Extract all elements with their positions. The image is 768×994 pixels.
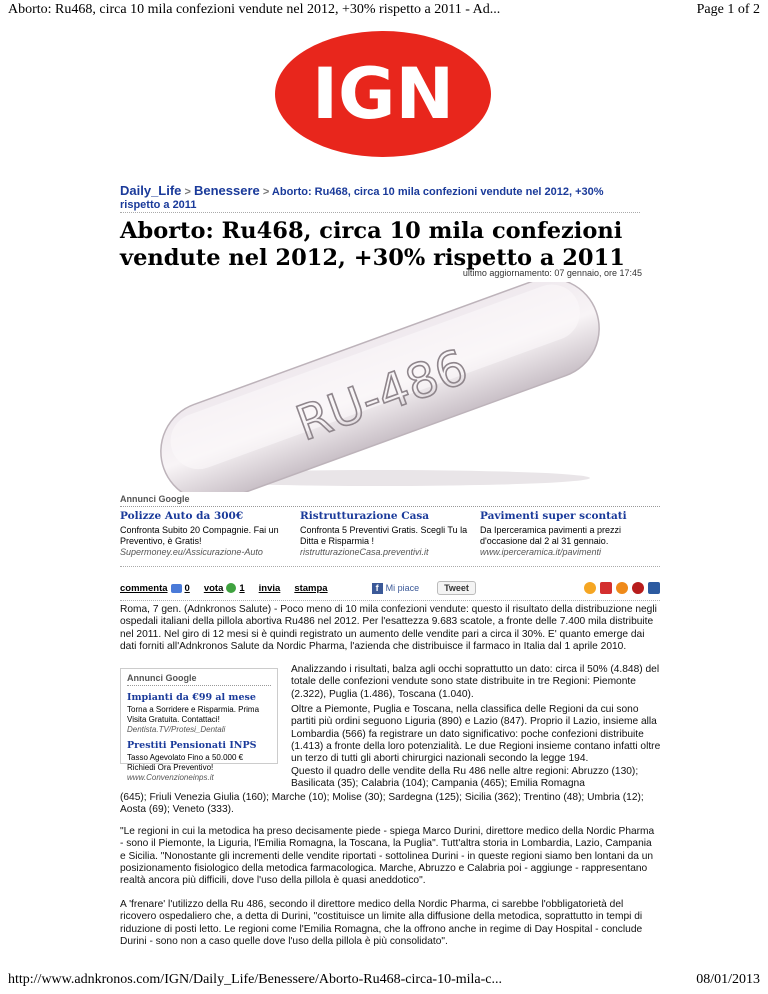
ads-label: Annunci Google (127, 673, 271, 686)
facebook-like-button[interactable] (372, 583, 420, 594)
ad-url[interactable]: www.Convenzioneinps.it (127, 773, 214, 782)
tweet-button[interactable]: Tweet (437, 581, 476, 595)
print-title: Aborto: Ru468, circa 10 mila confezioni vendute nel 2012, +30% rispetto a 2011 - Ad... (8, 2, 501, 17)
print-page: Page 1 of 2 (696, 2, 760, 17)
vote-label[interactable]: vota (203, 582, 224, 594)
article-paragraph: "Le regioni in cui la metodica ha preso decisamente piede - spiega Marco Durini, direttore medico della Nordic Pharma - sono il Piemonte, la Liguria, l'Emilia Romagna, la Toscana, la Puglia". Tutt'altra storia in Lombardia, Lazio, Campania e Sicilia. "Nonostante gli incrementi delle vendite riportati - sottolinea Durini - in queste regioni siamo ben lontani da un posizionamento fisiologico della metodica farmacologica. Marche, Abruzzo e Calabria poi - aggiunge - rappresentano realtà ancora più difficili, dove l'uso della pillola è quasi aneddotico". (120, 826, 655, 887)
ads-label: Annunci Google (120, 494, 660, 507)
article-paragraph: Oltre a Piemonte, Puglia e Toscana, nella classifica delle Regioni da cui sono partiti più ordini seguono Liguria (890) e Lazio (847). Proprio il Lazio, insieme alla Lombardia (566) fa registrare un dato significativo: poche confezioni distribuite (1.413) a fronte della loro potenzialità. Le due Regioni insieme contano infatti oltre un terzo di tutti gli aborti chirurgici nazionali secondo la legge 194. (291, 704, 661, 765)
ad-url[interactable]: www.iperceramica.it/pavimenti (480, 547, 602, 557)
share-icon[interactable] (600, 582, 612, 594)
ad-title[interactable]: Polizze Auto da 300€ (120, 510, 244, 522)
breadcrumb (120, 184, 640, 212)
comment-count: 0 (184, 582, 190, 594)
ad-title[interactable]: Pavimenti super scontati (480, 510, 627, 522)
ad-item[interactable] (120, 511, 300, 558)
article-paragraph: Analizzando i risultati, balza agli occhi soprattutto un dato: circa il 50% (4.848) del totale delle confezioni vendute sono state distribuite in tre Regioni: Piemonte (2.322), Puglia (1.486), Toscana (1.040). (291, 664, 660, 700)
article-paragraph: Roma, 7 gen. (Adnkronos Salute) - Poco meno di 10 mila confezioni vendute: questo il risultato della distribuzione negli ospedali italiani della pillola abortiva Ru486 nel 2012. Per l'esattezza 9.683 scatole, a fronte delle 7.400 mila distribuite nel 2011. Nel giro di 12 mesi si è quindi registrato un aumento delle vendite pari a circa il 30%. E' quanto emerge dai dati forniti all'Adnkronos Salute da Nordic Pharma, l'azienda che distribuisce il farmaco in Italia dal 1 aprile 2010. (120, 604, 657, 652)
ad-url[interactable]: Supermoney.eu/Assicurazione-Auto (120, 547, 263, 557)
sidebar-ads (120, 668, 278, 782)
last-updated: ultimo aggiornamento: 07 gennaio, ore 17:45 (462, 268, 642, 278)
ad-description: Confronta 5 Preventivi Gratis. Scegli Tu la Ditta e Risparmia ! (300, 525, 468, 546)
ad-item[interactable] (300, 511, 480, 558)
print-footer (8, 972, 760, 988)
print-url: http://www.adnkronos.com/IGN/Daily_Life/Benessere/Aborto-Ru468-circa-10-mila-c... (8, 972, 503, 987)
comment-label[interactable]: commenta (120, 582, 168, 594)
vote-link[interactable] (204, 583, 245, 594)
divider (120, 566, 660, 567)
breadcrumb-current: Aborto: Ru468, circa 10 mila confezioni vendute nel 2012, +30% rispetto a 2011 (120, 186, 604, 211)
ad-url[interactable]: Dentista.TV/Protesi_Dentali (127, 725, 226, 734)
article-toolbar (120, 578, 660, 601)
facebook-icon: f (372, 583, 383, 594)
print-header (8, 2, 760, 18)
ad-description: Torna a Sorridere e Risparmia. Prima Visita Gratuita. Contattaci! (127, 705, 260, 724)
ad-item[interactable] (480, 511, 660, 558)
breadcrumb-section[interactable]: Benessere (193, 183, 260, 198)
pill-imprint: RU-486 (289, 338, 475, 453)
ad-title[interactable]: Prestiti Pensionati INPS (127, 740, 257, 751)
ad-description: Da Iperceramica pavimenti a prezzi d'occasione dal 2 al 31 gennaio. (480, 525, 622, 546)
ad-title[interactable]: Ristrutturazione Casa (300, 510, 430, 522)
divider (120, 212, 640, 213)
vote-icon (226, 583, 236, 593)
ign-logo[interactable] (274, 30, 492, 158)
breadcrumb-separator: > (184, 186, 191, 198)
comment-link[interactable] (120, 583, 190, 594)
article-paragraph: (645); Friuli Venezia Giulia (160); Marche (10); Molise (30); Sardegna (125); Sicilia (362); Trentino (48); Umbria (12); Aosta (69); Veneto (333). (120, 792, 644, 816)
share-icon[interactable] (584, 582, 596, 594)
logo-text: IGN (311, 53, 455, 135)
print-date: 08/01/2013 (696, 972, 760, 987)
social-share-icons (584, 582, 660, 594)
ad-url[interactable]: ristrutturazioneCasa.preventivi.it (300, 547, 429, 557)
google-ads (120, 494, 660, 558)
article-paragraph: A 'frenare' l'utilizzo della Ru 486, secondo il direttore medico della Nordic Pharma, ci sarebbe l'obbligatorietà del ricovero ospedaliero che, a detta di Durini, "costituisce un limite alla diffusione della metodica, soprattutto in tempi di riduzione di posti letto. Le regioni come l'Emilia Romagna, che la offrono anche in regime di Day Hospital - conclude Durini - sono non a caso quelle dove l'uso della pillola è più consolidato". (120, 899, 643, 947)
print-link[interactable]: stampa (294, 582, 328, 594)
vote-count: 1 (239, 582, 245, 594)
breadcrumb-separator: > (262, 186, 270, 198)
ad-description: Tasso Agevolato Fino a 50.000 € Richiedi Ora Preventivo! (127, 753, 244, 772)
article-paragraph: Questo il quadro delle vendite della Ru 486 nelle altre regioni: Abruzzo (130); Basilicata (35); Calabria (104); Campania (465); Emilia Romagna (291, 766, 639, 790)
pill-image (120, 282, 640, 492)
ad-description: Confronta Subito 20 Compagnie. Fai un Preventivo, è Gratis! (120, 525, 279, 546)
breadcrumb-root[interactable]: Daily_Life (120, 183, 182, 198)
share-icon[interactable] (616, 582, 628, 594)
share-icon[interactable] (632, 582, 644, 594)
send-link[interactable]: invia (258, 582, 281, 594)
like-label: Mi piace (385, 583, 420, 593)
share-icon[interactable] (648, 582, 660, 594)
comment-icon (171, 584, 182, 593)
ad-title[interactable]: Impianti da €99 al mese (127, 692, 256, 703)
article-title: Aborto: Ru468, circa 10 mila confezioni vendute nel 2012, +30% rispetto a 2011 (120, 218, 625, 271)
